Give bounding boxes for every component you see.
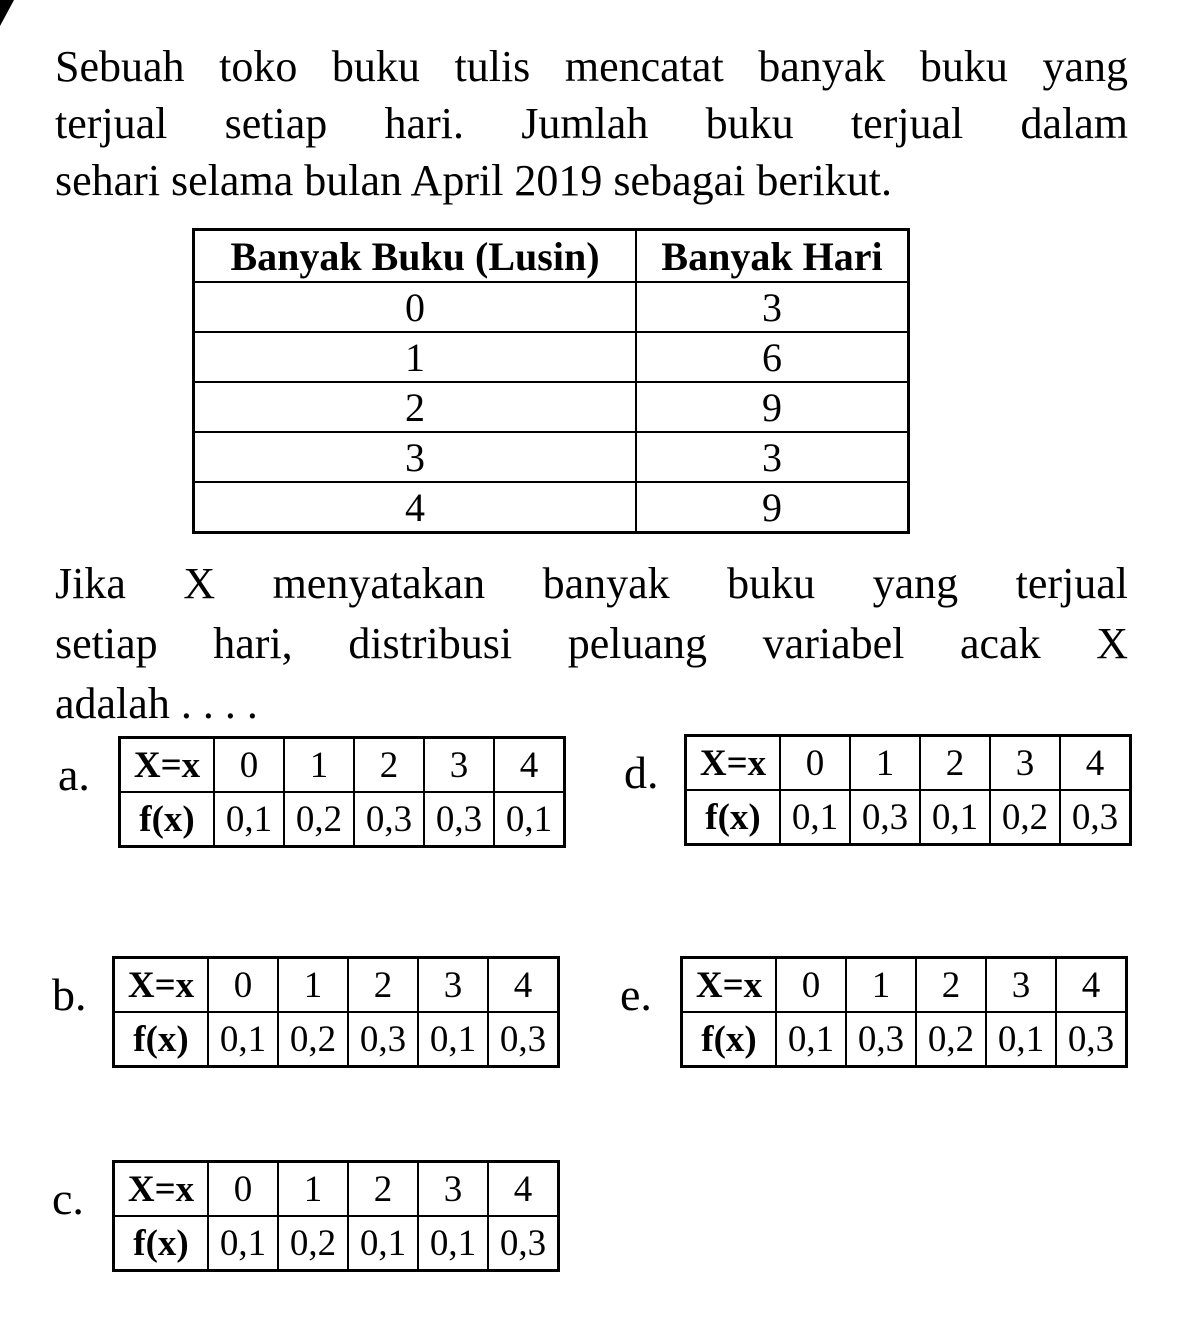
option-c-x-3: 3 [418,1162,488,1217]
cell-buku-1: 1 [194,332,637,382]
option-d [624,734,1132,846]
option-e-x-4: 4 [1056,958,1127,1013]
option-c-fx-0: 0,1 [208,1216,278,1271]
option-d-fx-1: 0,3 [850,790,920,845]
option-a-x-row-header: X=x [120,738,215,793]
option-c-fx-1: 0,2 [278,1216,348,1271]
scan-artifact [0,0,14,26]
problem-statement [55,38,1128,209]
option-c [52,1160,560,1272]
frequency-table-header-row [194,230,909,283]
option-e-fx-2: 0,2 [916,1012,986,1067]
option-a-x-1: 1 [284,738,354,793]
option-e-fx-4: 0,3 [1056,1012,1127,1067]
option-b-fx-2: 0,3 [348,1012,418,1067]
option-b-label: b. [52,969,87,1020]
option-d-fx-0: 0,1 [780,790,850,845]
option-b-x-row-header: X=x [114,958,209,1013]
table-row [194,482,909,533]
option-b-x-4: 4 [488,958,559,1013]
problem-statement-line-3: sehari selama bulan April 2019 sebagai berikut. [55,156,892,205]
option-b-fx-0: 0,1 [208,1012,278,1067]
option-e-fx-row-header: f(x) [682,1012,777,1067]
cell-hari-1: 6 [636,332,909,382]
option-d-x-row [686,736,1131,791]
option-e-x-row-header: X=x [682,958,777,1013]
table-row [194,332,909,382]
option-a-fx-2: 0,3 [354,792,424,847]
option-c-x-0: 0 [208,1162,278,1217]
option-b-x-0: 0 [208,958,278,1013]
option-c-x-row-header: X=x [114,1162,209,1217]
option-b-fx-row [114,1012,559,1067]
cell-hari-0: 3 [636,282,909,332]
option-e-x-row [682,958,1127,1013]
option-a-x-row [120,738,565,793]
option-c-x-2: 2 [348,1162,418,1217]
table-row [194,282,909,332]
option-a-table [118,736,566,848]
option-b-fx-4: 0,3 [488,1012,559,1067]
option-d-fx-row-header: f(x) [686,790,781,845]
option-d-x-4: 4 [1060,736,1131,791]
option-a-fx-row-header: f(x) [120,792,215,847]
option-b-x-3: 3 [418,958,488,1013]
question-line-1: Jika X menyatakan banyak buku yang terjual [55,559,1128,608]
option-a-fx-row [120,792,565,847]
option-c-table [112,1160,560,1272]
cell-buku-3: 3 [194,432,637,482]
option-e-fx-1: 0,3 [846,1012,916,1067]
option-e-fx-0: 0,1 [776,1012,846,1067]
cell-hari-4: 9 [636,482,909,533]
cell-buku-0: 0 [194,282,637,332]
question-line-2: setiap hari, distribusi peluang variabel acak X [55,619,1128,668]
option-d-fx-2: 0,1 [920,790,990,845]
option-a-fx-4: 0,1 [494,792,565,847]
table-row [194,382,909,432]
option-e-fx-3: 0,1 [986,1012,1056,1067]
frequency-table-header-hari: Banyak Hari [636,230,909,283]
option-a-x-3: 3 [424,738,494,793]
option-a-fx-3: 0,3 [424,792,494,847]
option-b-x-1: 1 [278,958,348,1013]
problem-statement-line-1: Sebuah toko buku tulis mencatat banyak buku yang [55,42,1128,91]
frequency-table-header-buku: Banyak Buku (Lusin) [194,230,637,283]
cell-buku-2: 2 [194,382,637,432]
option-a-x-4: 4 [494,738,565,793]
frequency-table [192,228,910,534]
option-b [52,956,560,1068]
option-e [620,956,1128,1068]
option-d-x-row-header: X=x [686,736,781,791]
option-a [58,736,566,848]
option-b-x-2: 2 [348,958,418,1013]
option-d-x-1: 1 [850,736,920,791]
option-d-x-0: 0 [780,736,850,791]
cell-hari-2: 9 [636,382,909,432]
option-e-table [680,956,1128,1068]
option-a-x-2: 2 [354,738,424,793]
option-e-x-2: 2 [916,958,986,1013]
option-d-x-2: 2 [920,736,990,791]
option-c-fx-4: 0,3 [488,1216,559,1271]
option-b-fx-3: 0,1 [418,1012,488,1067]
option-d-x-3: 3 [990,736,1060,791]
option-b-x-row [114,958,559,1013]
option-a-fx-1: 0,2 [284,792,354,847]
option-c-fx-3: 0,1 [418,1216,488,1271]
table-row [194,432,909,482]
option-a-label: a. [58,749,90,800]
option-e-fx-row [682,1012,1127,1067]
cell-buku-4: 4 [194,482,637,533]
option-c-fx-2: 0,1 [348,1216,418,1271]
option-d-fx-3: 0,2 [990,790,1060,845]
option-c-x-1: 1 [278,1162,348,1217]
option-e-label: e. [620,969,652,1020]
option-e-x-0: 0 [776,958,846,1013]
cell-hari-3: 3 [636,432,909,482]
option-a-fx-0: 0,1 [214,792,284,847]
option-e-x-3: 3 [986,958,1056,1013]
option-c-x-4: 4 [488,1162,559,1217]
option-d-table [684,734,1132,846]
question-text [55,554,1128,734]
option-c-fx-row-header: f(x) [114,1216,209,1271]
option-b-table [112,956,560,1068]
option-d-fx-4: 0,3 [1060,790,1131,845]
option-c-x-row [114,1162,559,1217]
problem-statement-line-2: terjual setiap hari. Jumlah buku terjual dalam [55,99,1128,148]
option-d-fx-row [686,790,1131,845]
question-line-3: adalah . . . . [55,679,258,728]
option-a-x-0: 0 [214,738,284,793]
option-c-label: c. [52,1173,84,1224]
option-b-fx-row-header: f(x) [114,1012,209,1067]
option-e-x-1: 1 [846,958,916,1013]
option-d-label: d. [624,747,659,798]
option-b-fx-1: 0,2 [278,1012,348,1067]
option-c-fx-row [114,1216,559,1271]
